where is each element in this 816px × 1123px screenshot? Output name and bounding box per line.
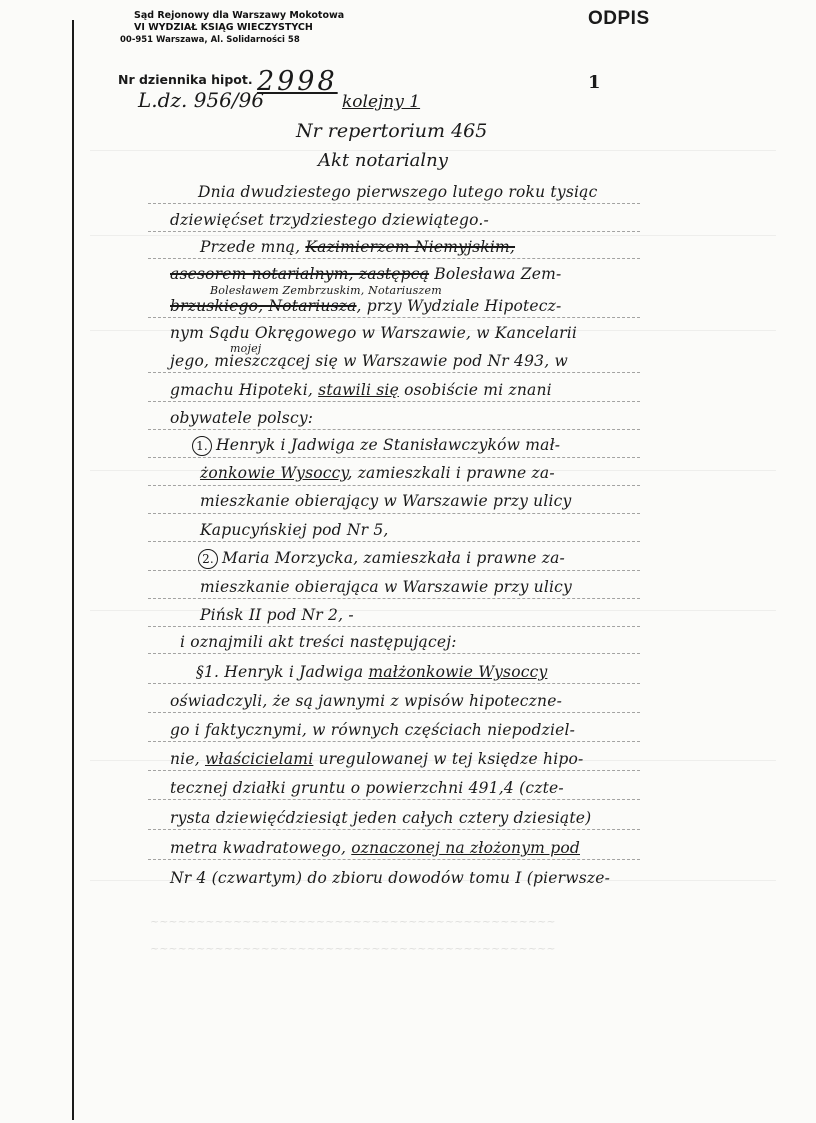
deed-line-17: i oznajmili akt treści następującej: — [180, 633, 457, 651]
kolejny-heading: kolejny 1 — [342, 92, 421, 112]
journal-number: 2998 — [256, 66, 338, 97]
stamp-line-address: 00-951 Warszawa, Al. Solidarności 58 — [120, 35, 300, 45]
deed-line-12: mieszkanie obierający w Warszawie przy ulicy — [200, 492, 572, 510]
repertorium-heading: Nr repertorium 465 — [296, 120, 488, 142]
stamp-line-court: Sąd Rejonowy dla Warszawy Mokotowa — [134, 10, 345, 21]
deed-line-21: nie, właścicielami uregulowanej w tej księdze hipo- — [170, 750, 584, 768]
reference-number: L.dz. 956/96 — [138, 88, 265, 112]
bleed-through-1: ~~~~~~~~~~~~~~~~~~~~~~~~~~~~~~~~~~~~~~~~~~~~ — [150, 915, 556, 928]
deed-line-15: mieszkanie obierająca w Warszawie przy ulicy — [200, 578, 572, 596]
court-stamp — [120, 10, 344, 46]
left-margin-rule — [72, 20, 74, 1120]
deed-correction-1: Bolesławem Zembrzuskim, Notariuszem — [210, 284, 442, 297]
deed-line-6: nym Sądu Okręgowego w Warszawie, w Kancelarii — [170, 324, 578, 342]
deed-line-4: asesorem notarialnym, zastępcą Bolesława Zem- — [170, 265, 562, 283]
deed-line-24: metra kwadratowego, oznaczonej na złożonym pod — [170, 839, 580, 857]
deed-line-22: tecznej działki gruntu o powierzchni 491,4 (czte- — [170, 779, 564, 797]
item-2-marker: 2. — [198, 549, 218, 569]
deed-line-13: Kapucyńskiej pod Nr 5, — [200, 521, 389, 539]
deed-line-8: gmachu Hipoteki, stawili się osobiście mi znani — [170, 381, 552, 399]
bleed-through-2: ~~~~~~~~~~~~~~~~~~~~~~~~~~~~~~~~~~~~~~~~~~~~ — [150, 942, 556, 955]
deed-line-11: żonkowie Wysoccy, zamieszkali i prawne za- — [200, 464, 555, 482]
deed-line-2: dziewięćset trzydziestego dziewiątego.- — [170, 211, 489, 229]
copy-label: ODPIS — [588, 8, 650, 29]
deed-line-1: Dnia dwudziestego pierwszego lutego roku tysiąc — [198, 183, 598, 201]
journal-entry — [118, 60, 338, 97]
deed-line-3: Przede mną, Kazimierzem Niemyjskim, — [200, 238, 516, 256]
deed-correction-2: mojej — [230, 342, 262, 355]
journal-label: Nr dziennika hipot. — [118, 72, 253, 87]
deed-line-7: jego, mieszczącej się w Warszawie pod Nr 493, w — [170, 352, 568, 370]
stamp-line-division: VI WYDZIAŁ KSIĄG WIECZYSTYCH — [134, 22, 313, 33]
item-1-marker: 1. — [192, 436, 212, 456]
deed-line-18: §1. Henryk i Jadwiga małżonkowie Wysoccy — [196, 663, 548, 681]
page-number: 1 — [588, 72, 601, 93]
deed-line-9: obywatele polscy: — [170, 409, 314, 427]
deed-title: Akt notarialny — [318, 150, 448, 171]
deed-line-20: go i faktycznymi, w równych częściach niepodziel- — [170, 721, 576, 739]
deed-line-5: brzuskiego, Notariusza, przy Wydziale Hipotecz- — [170, 297, 562, 315]
deed-line-16: Pińsk II pod Nr 2, - — [200, 606, 354, 624]
deed-line-19: oświadczyli, że są jawnymi z wpisów hipoteczne- — [170, 692, 563, 710]
deed-line-14: 2. Maria Morzycka, zamieszkała i prawne za- — [198, 549, 565, 569]
deed-line-23: rysta dziewięćdziesiąt jeden całych cztery dziesiąte) — [170, 809, 592, 827]
deed-line-25: Nr 4 (czwartym) do zbioru dowodów tomu I (pierwsze- — [170, 869, 611, 887]
deed-line-10: 1. Henryk i Jadwiga ze Stanisławczyków mał- — [192, 436, 560, 456]
